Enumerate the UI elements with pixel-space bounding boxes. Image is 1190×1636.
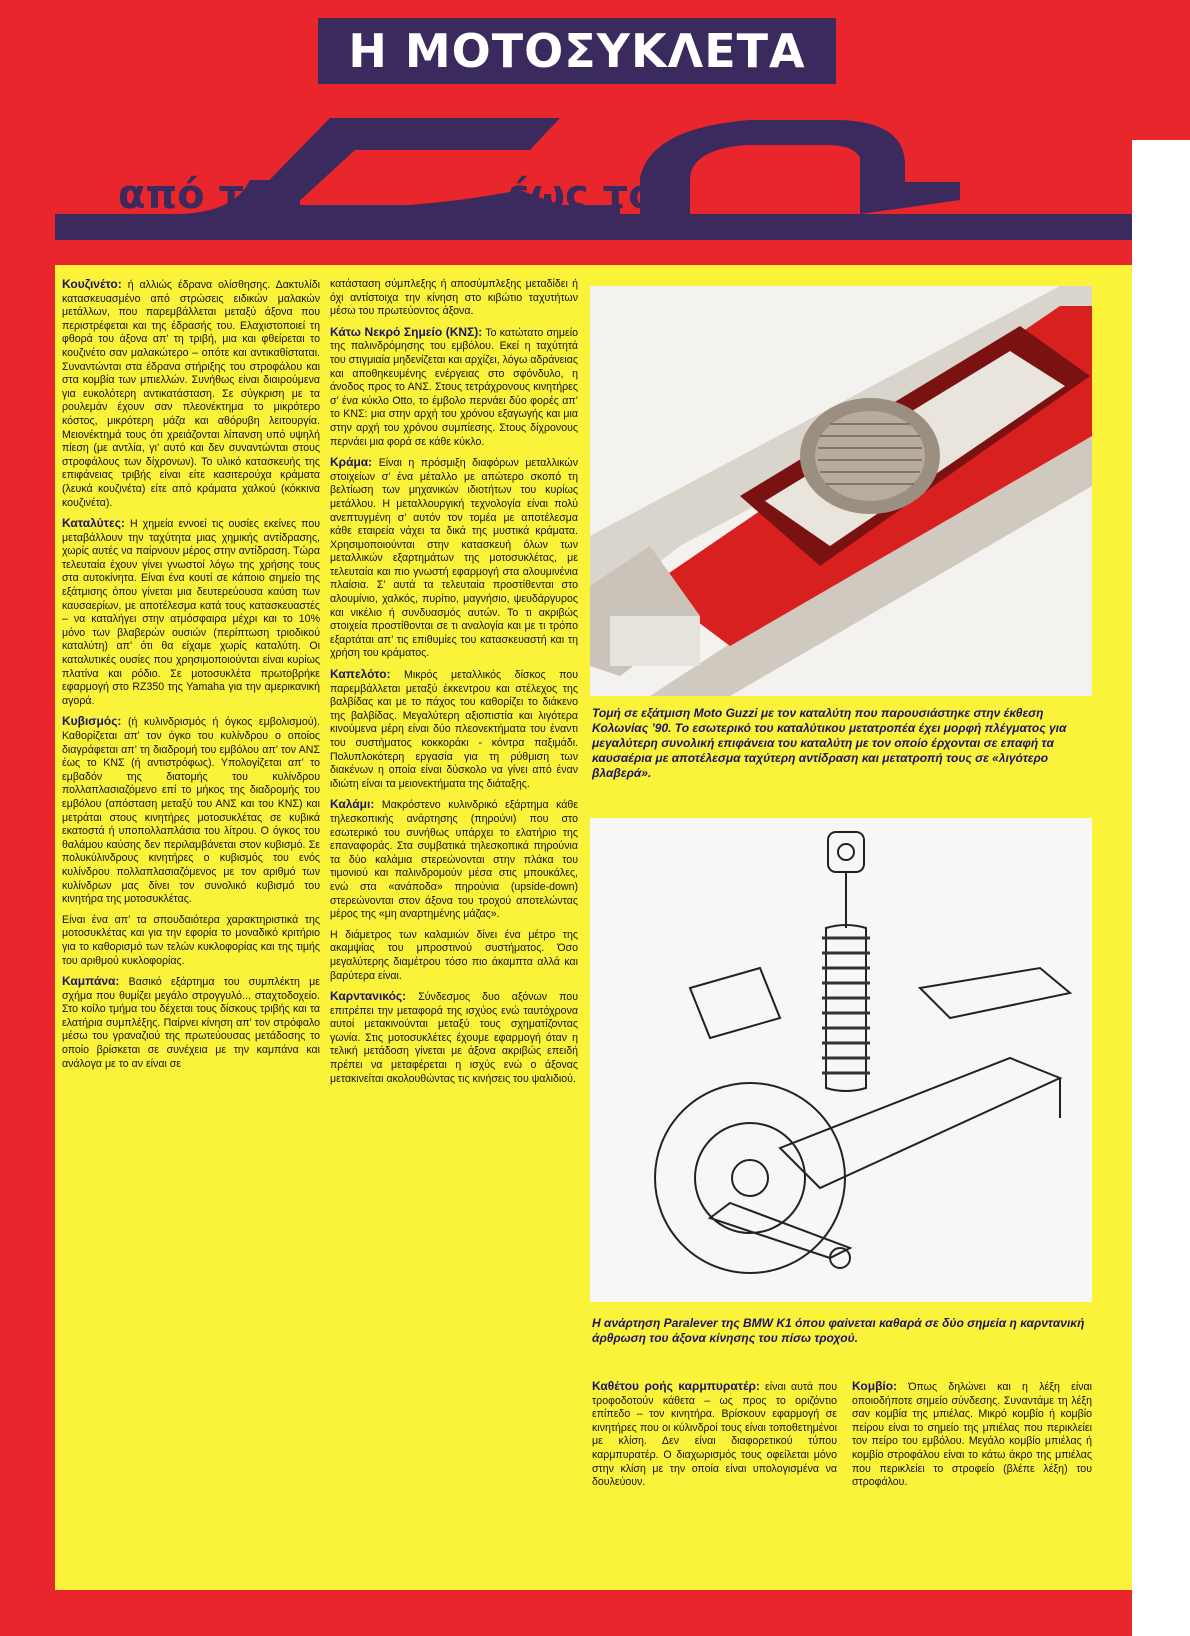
entry-komvio — [852, 1380, 1092, 1490]
entry-kapeloto — [330, 668, 578, 791]
column-4 — [852, 1380, 1092, 1580]
text-kathetou-rois: είναι αυτά που τροφοδοτούν κάθετα – ως προς το οριζόντιο επίπεδο – τον κινητήρα. Βρίσκουν εφαρμογή σε κινητήρες που οι κύλινδροί τους είναι τοποθετημένοι με κλίση. Δεν είναι διαφορετικού τύπου καρμπυρατέρ. Ο διαχωρισμός τους οφείλεται μόνο στην κλίση με την οποία είναι υπολογισμένα να δουλεύουν. — [592, 1381, 837, 1489]
column-2 — [330, 278, 578, 1578]
entry-kouzineto — [62, 278, 320, 510]
page-margin — [1132, 140, 1190, 1636]
text-krama: Είναι η πρόσμιξη διαφόρων μεταλλικών στοιχείων σ’ ένα μέταλλο με απώτερο σκοπό τη βελτίωση των μηχανικών ιδιοτήτων του κυρίως μετάλλου. Η μεταλλουργική τεχνολογία είναι πολύ ανεπτυγμένη σ’ αυτόν τον τομέα με αποτέλεσμα κάθε εταιρεία νάχει τα δικά της μυστικά κράματα. Χρησιμοποιούνται στην κατασκευή όλων των μεταλλικών εξαρτημάτων της μοτοσυκλέτας, με τελευταία και πιο γνωστή εφαρμογή στα αλουμινένια πλαίσια. Σ’ αυτά τα τελευταία προστίθενται στο αλουμίνιο, χαλκός, πυρίτιο, μαγνήσιο, ψευδάργυρος και νικέλιο ή συνδυασμός αυτών. Το τι ακριβώς στοιχεία προστίθονται σε τι αναλογία και με τι τρόπο εξαρτάται απ’ τις επιθυμίες του κατασκευαστή και τη χρήση του κράματος. — [330, 457, 578, 660]
entry-krama — [330, 456, 578, 661]
term-kalami: Καλάμι: — [330, 797, 375, 812]
term-kapeloto: Καπελότο: — [330, 667, 391, 682]
text-kouzineto: ή αλλιώς έδρανα ολίσθησης. Δακτυλίδι κατασκευασμένο από στρώσεις ειδικών μαλακών μετάλλων, που παρεμβάλλεται μεταξύ άξονα που περιστρέφεται και της έδρασής του. Ελαχιστοποιεί τη φθορά του άξονα απ’ τη τριβή, μια και φθείρεται το κουζινέτο σαν μαλακώτερο – οπότε και αντικαθίσταται. Συναντώνται στα έδρανα στήριξης του στροφάλου και στα κομβία των μπιελλών. Συνήθως είναι διαιρούμενα για ευκολότερη αντικατάσταση. Σε σύγκριση με τα ρουλεμάν έχουν σαν πλεονέκτημα το μικρότερο κόστος, μικρότερη μάζα και αθόρυβη λειτουργία. Μειονέκτημά τους ότι χρειάζονται λίπανση υπό υψηλή πίεση (με αντλία, γι’ αυτό και δεν συναντώνται στους στροφάλους των δίχρονων). Το υλικό κατασκευής της επιφάνειας τριβής είναι είτε κασιτερούχα κράματα (λευκά κουζινέτα) είτε από κράματα χαλκού (κόκκινα κουζινέτα). — [62, 279, 320, 509]
term-kampana: Καμπάνα: — [62, 974, 120, 989]
entry-kardanikos — [330, 990, 578, 1086]
photo2-caption: Η ανάρτηση Paralever της BMW K1 όπου φαίνεται καθαρά σε δύο σημεία η καρντανική άρθρωση του άξονα κίνησης του πίσω τροχού. — [592, 1316, 1085, 1345]
term-komvio: Κομβίο: — [852, 1380, 898, 1393]
subtitle-from: από το — [118, 172, 272, 218]
entry-kalami-cont: Η διάμετρος των καλαμιών δίνει ένα μέτρο της ακαμψίας του μπροστινού συστήματος. Όσο μεγαλύτερης διαμέτρου τόσο πιο άκαμπτα αλλά και βαρύτερα είναι. — [330, 928, 578, 982]
text-komvio: Όπως δηλώνει και η λέξη είναι οποιοδήποτε σημείο σύνδεσης. Συναντάμε τη λέξη σαν κομβία της μπιέλας. Μικρό κομβίο ή κομβίο πείρου είναι το σημείο της μπιέλας που περικλείει τον πείρο του εμβόλου. Μεγάλο κομβίο μπιέλας ή κομβίο στροφάλου είναι το κάτω άκρο της μπιέλας που περικλείει το στροφείο (βλέπε λέξη) του στροφάλου. — [852, 1381, 1092, 1489]
omega-letter-tail — [860, 182, 960, 214]
term-kyvismos: Κυβισμός: — [62, 714, 122, 729]
text-kns: Το κατώτατο σημείο της παλινδρόμησης του εμβόλου. Εκεί η ταχύτητά του στιγμιαία μηδενίζεται και αρχίζει, λόγω αδράνειας και αποθηκευμένης ενέργειας στο σφόνδυλο, η άνοδος προς το ΑΝΣ. Στους τετράχρονους κινητήρες σ’ ένα κύκλο Otto, το έμβολο περνάει δύο φορές απ’ το ΚΝΣ: μια στην αρχή του χρόνου εξαγωγής και μια στην αρχή του χρόνου συμπίεσης. Στους δίχρονους περνάει μια φορά σε κάθε κύκλο. — [330, 326, 578, 448]
entry-kampana — [62, 975, 320, 1071]
column-3 — [592, 1380, 837, 1580]
entry-kalami — [330, 798, 578, 921]
text-kampana: Βασικό εξάρτημα του συμπλέκτη με σχήμα που θυμίζει μεγάλο στρογγυλό... σταχτοδοχείο. Στο κοίλο τμήμα του δέχεται τους δίσκους τριβής και τα ελατήρια συμπλέξης. Παίρνει κίνηση απ’ τον στρόφαλο μέσω του γραναζιού της πρωτεύουσας μετάδοσης το οποίο βρίσκεται σε συνέχεια με την καμπάνα και ανάλογα με το αν είναι σε — [62, 976, 320, 1070]
text-katalytes: Η χημεία εννοεί τις ουσίες εκείνες που μεταβάλλουν την ταχύτητα μιας χημικής αντίδρασης, χωρίς αυτές να παίρνουν μέρος στην αντίδραση. Τώρα τελευταία έχουν γίνει γνωστοί λόγω της χρήσης τους στα αυτοκίνητα. Είναι ένα κουτί σε κάποιο σημείο της εξάτμισης όπου γίνεται μια δευτερεύουσα καύση των καυσαερίων, με αποτέλεσμα κατά τους κατασκευαστές – να καταλήγει στην ατμόσφαιρα μέχρι και το 10% μόνο των βλαβερών ουσιών (περίπτωση τριοδικού καταλύτη) απ’ ότι θα είχαμε χωρίς καταλύτη. Οι καταλυτικές ουσίες που χρησιμοποιούνται είναι κυρίως πλατίνα και ρόδιο. Σε μοτοσυκλέτα πρωτοβρήκε εφαρμογή στο RZ350 της Yamaha για την αμερικανική αγορά. — [62, 518, 320, 707]
photo1-caption: Τομή σε εξάτμιση Moto Guzzi με τον καταλύτη που παρουσιάστηκε στην έκθεση Κολωνίας ’90. Το εσωτερικό του καταλύτικου μετατροπέα έχει μορφή πλέγματος για μεγαλύτερη συνολική επιφάνεια του καταλύτη με τον οποίο έρχονται σε επαφή τα καυσαέρια με αποτέλεσμα ταχύτερη αντίδραση και μετατροπή τους σε «λιγότερο βλαβερά». — [592, 706, 1067, 780]
entry-kyvismos-cont: Είναι ένα απ’ τα σπουδαιότερα χαρακτηριστικά της μοτοσυκλέτας και για την εφορία το μοναδικό κριτήριο για το καθορισμό των τελών κυκλοφορίας και της τιμής του αριθμού κυκλοφορίας. — [62, 913, 320, 967]
text-kyvismos: (ή κυλινδρισμός ή όγκος εμβολισμού). Καθορίζεται απ’ τον όγκο του κυλίνδρου ο οποίος διαγράφεται απ’ τη διαδρομή του εμβόλου απ’ τον ΑΝΣ έως το ΚΝΣ (ή αντιστρόφως). Υπολογίζεται απ’ το εμβαδόν της διατομής του κυλίνδρου πολλαπλασιαζόμενο επί το μήκος της διαδρομής του εμβόλου (απόσταση μεταξύ του ΑΝΣ και του ΚΝΣ) και μετράται στους κινητήρες μοτοσυκλέτας σε κυβικά εκατοστά ή υποπολλαπλάσια του λίτρου. Ο όγκος του θαλάμου καύσης δεν περιλαμβάνεται στον κυβισμό. Σε πολυκύλινδρους κινητήρες ο κυβισμός του ενός κυλίνδρου πολλαπλασιαζόμενος με τον αριθμό των κυλίνδρων μας δίνει τον συνολικό κυβισμό του κινητήρα της μοτοσυκλέτας. — [62, 716, 320, 906]
paralever-suspension-illustration — [590, 818, 1092, 1302]
entry-kyvismos — [62, 715, 320, 906]
page-title: Η ΜΟΤΟΣΥΚΛΕΤΑ — [348, 24, 806, 78]
term-katalytes: Καταλύτες: — [62, 516, 125, 531]
entry-kampana-cont: κατάσταση σύμπλεξης ή αποσύμπλεξης μεταδίδει ή όχι αντίστοιχα την κίνηση στο κιβώτιο ταχυτήτων μέσω του πρωτεύοντος άξονα. — [330, 278, 578, 318]
entry-kathetou-rois — [592, 1380, 837, 1490]
entry-kns — [330, 326, 578, 449]
term-kathetou-rois: Καθέτου ροής καρμπυρατέρ: — [592, 1380, 760, 1393]
entry-katalytes — [62, 517, 320, 708]
title-banner — [318, 18, 836, 84]
term-kns: Κάτω Νεκρό Σημείο (ΚΝΣ): — [330, 324, 483, 339]
term-kardanikos: Καρντανικός: — [330, 989, 407, 1004]
subtitle-to: έως το — [508, 172, 656, 218]
column-1 — [62, 278, 320, 1578]
text-kalami: Μακρόστενο κυλινδρικό εξάρτημα κάθε τηλεσκοπικής ανάρτησης (πηρούνι) που στο εσωτερικό του συνήθως υπάρχει το ελατήριο της επαναφοράς. Στα συμβατικά τηλεσκοπικά πηρούνια τα δύο καλάμια στερεώνονται στην πλάκα του τιμονιού και παλινδρομούν μέσα στις μπουκάλες, ενώ στα «ανάποδα» πηρούνια (upside-down) στερεώνονται στον άξονα του τροχού αποτελώντας μέρος της «μη αναρτημένης μάζας». — [330, 799, 578, 921]
text-kardanikos: Σύνδεσμος δυο αξόνων που επιτρέπει την μεταφορά της ισχύος ενώ ταυτόχρονα αυτοί μετακινούνται μεταξύ τους σχηματίζοντας γωνία. Στις μοτοσυκλέτες έχουμε εφαρμογή όταν η τελική μετάδοση γίνεται με άξονα ακριβώς επειδή πρέπει να μεταφέρεται η ισχύς ενώ ο άξονας μετακινείται ακολουθώντας τις κινήσεις του ψαλιδιού. — [330, 991, 578, 1085]
term-krama: Κράμα: — [330, 455, 373, 470]
term-kouzineto: Κουζινέτο: — [62, 278, 122, 291]
exhaust-catalyst-photo — [590, 286, 1092, 696]
text-kapeloto: Μικρός μεταλλικός δίσκος που παρεμβάλλεται μεταξύ έκκεντρου και στέλεχος της βαλβίδας και με το πάχος του καθορίζει το διάκενο της βαλβίδας. Μεγαλύτερη αξιοπιστία και λιγότερα κινούμενα μέρη είναι δύο πλεονεκτήματα του έναντι του συστήματος κοκκοράκι - κόντρα παξιμάδι. Πολυπλοκότερη εργασία για τη ρύθμιση των διακένων η οποία είναι δύσκολο να γίνει από έναν ιδιώτη είναι τα μειονεκτήματα της διάταξης. — [330, 669, 578, 790]
